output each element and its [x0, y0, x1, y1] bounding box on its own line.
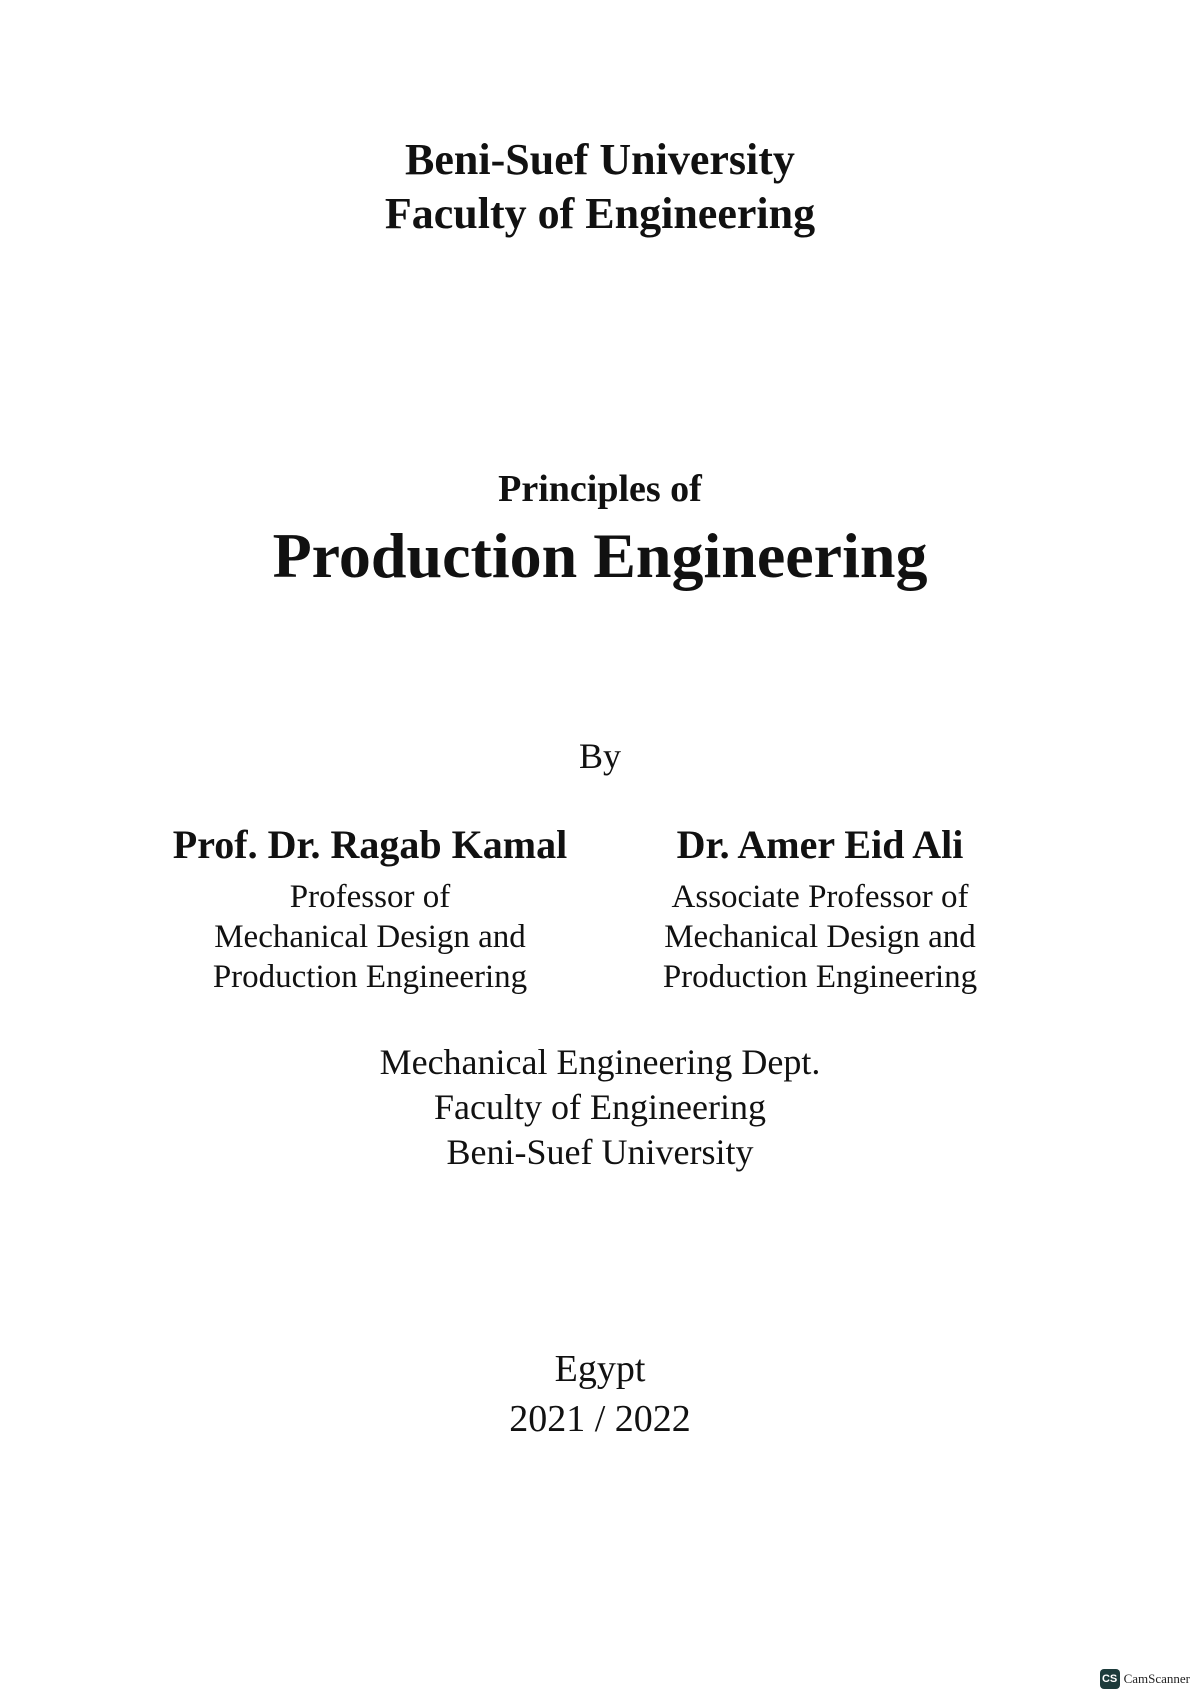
affiliation-faculty: Faculty of Engineering — [434, 1087, 766, 1127]
author-2 — [610, 822, 1030, 997]
camscanner-label: CamScanner — [1123, 1671, 1190, 1686]
camscanner-watermark — [1100, 1669, 1190, 1689]
affiliation-dept: Mechanical Engineering Dept. — [379, 1042, 821, 1082]
author-1 — [160, 822, 580, 997]
author-1-name: Prof. Dr. Ragab Kamal — [172, 822, 568, 867]
university-name: Beni-Suef University — [405, 135, 795, 184]
academic-year: 2021 / 2022 — [509, 1398, 691, 1440]
author-1-role-line: Professor of — [289, 879, 451, 915]
camscanner-logo-icon: CS — [1100, 1669, 1120, 1689]
author-2-name: Dr. Amer Eid Ali — [676, 822, 964, 867]
country: Egypt — [554, 1348, 646, 1390]
author-2-role-line: Production Engineering — [662, 959, 978, 995]
by-label: By — [578, 736, 621, 776]
author-1-role-line: Mechanical Design and — [214, 919, 526, 955]
author-1-role-line: Production Engineering — [212, 959, 528, 995]
author-2-role-line: Associate Professor of — [671, 879, 969, 915]
affiliation-university: Beni-Suef University — [446, 1132, 754, 1172]
author-2-role-line: Mechanical Design and — [664, 919, 976, 955]
document-title: Production Engineering — [272, 520, 928, 591]
faculty-name: Faculty of Engineering — [384, 189, 816, 238]
title-prefix: Principles of — [498, 468, 702, 510]
